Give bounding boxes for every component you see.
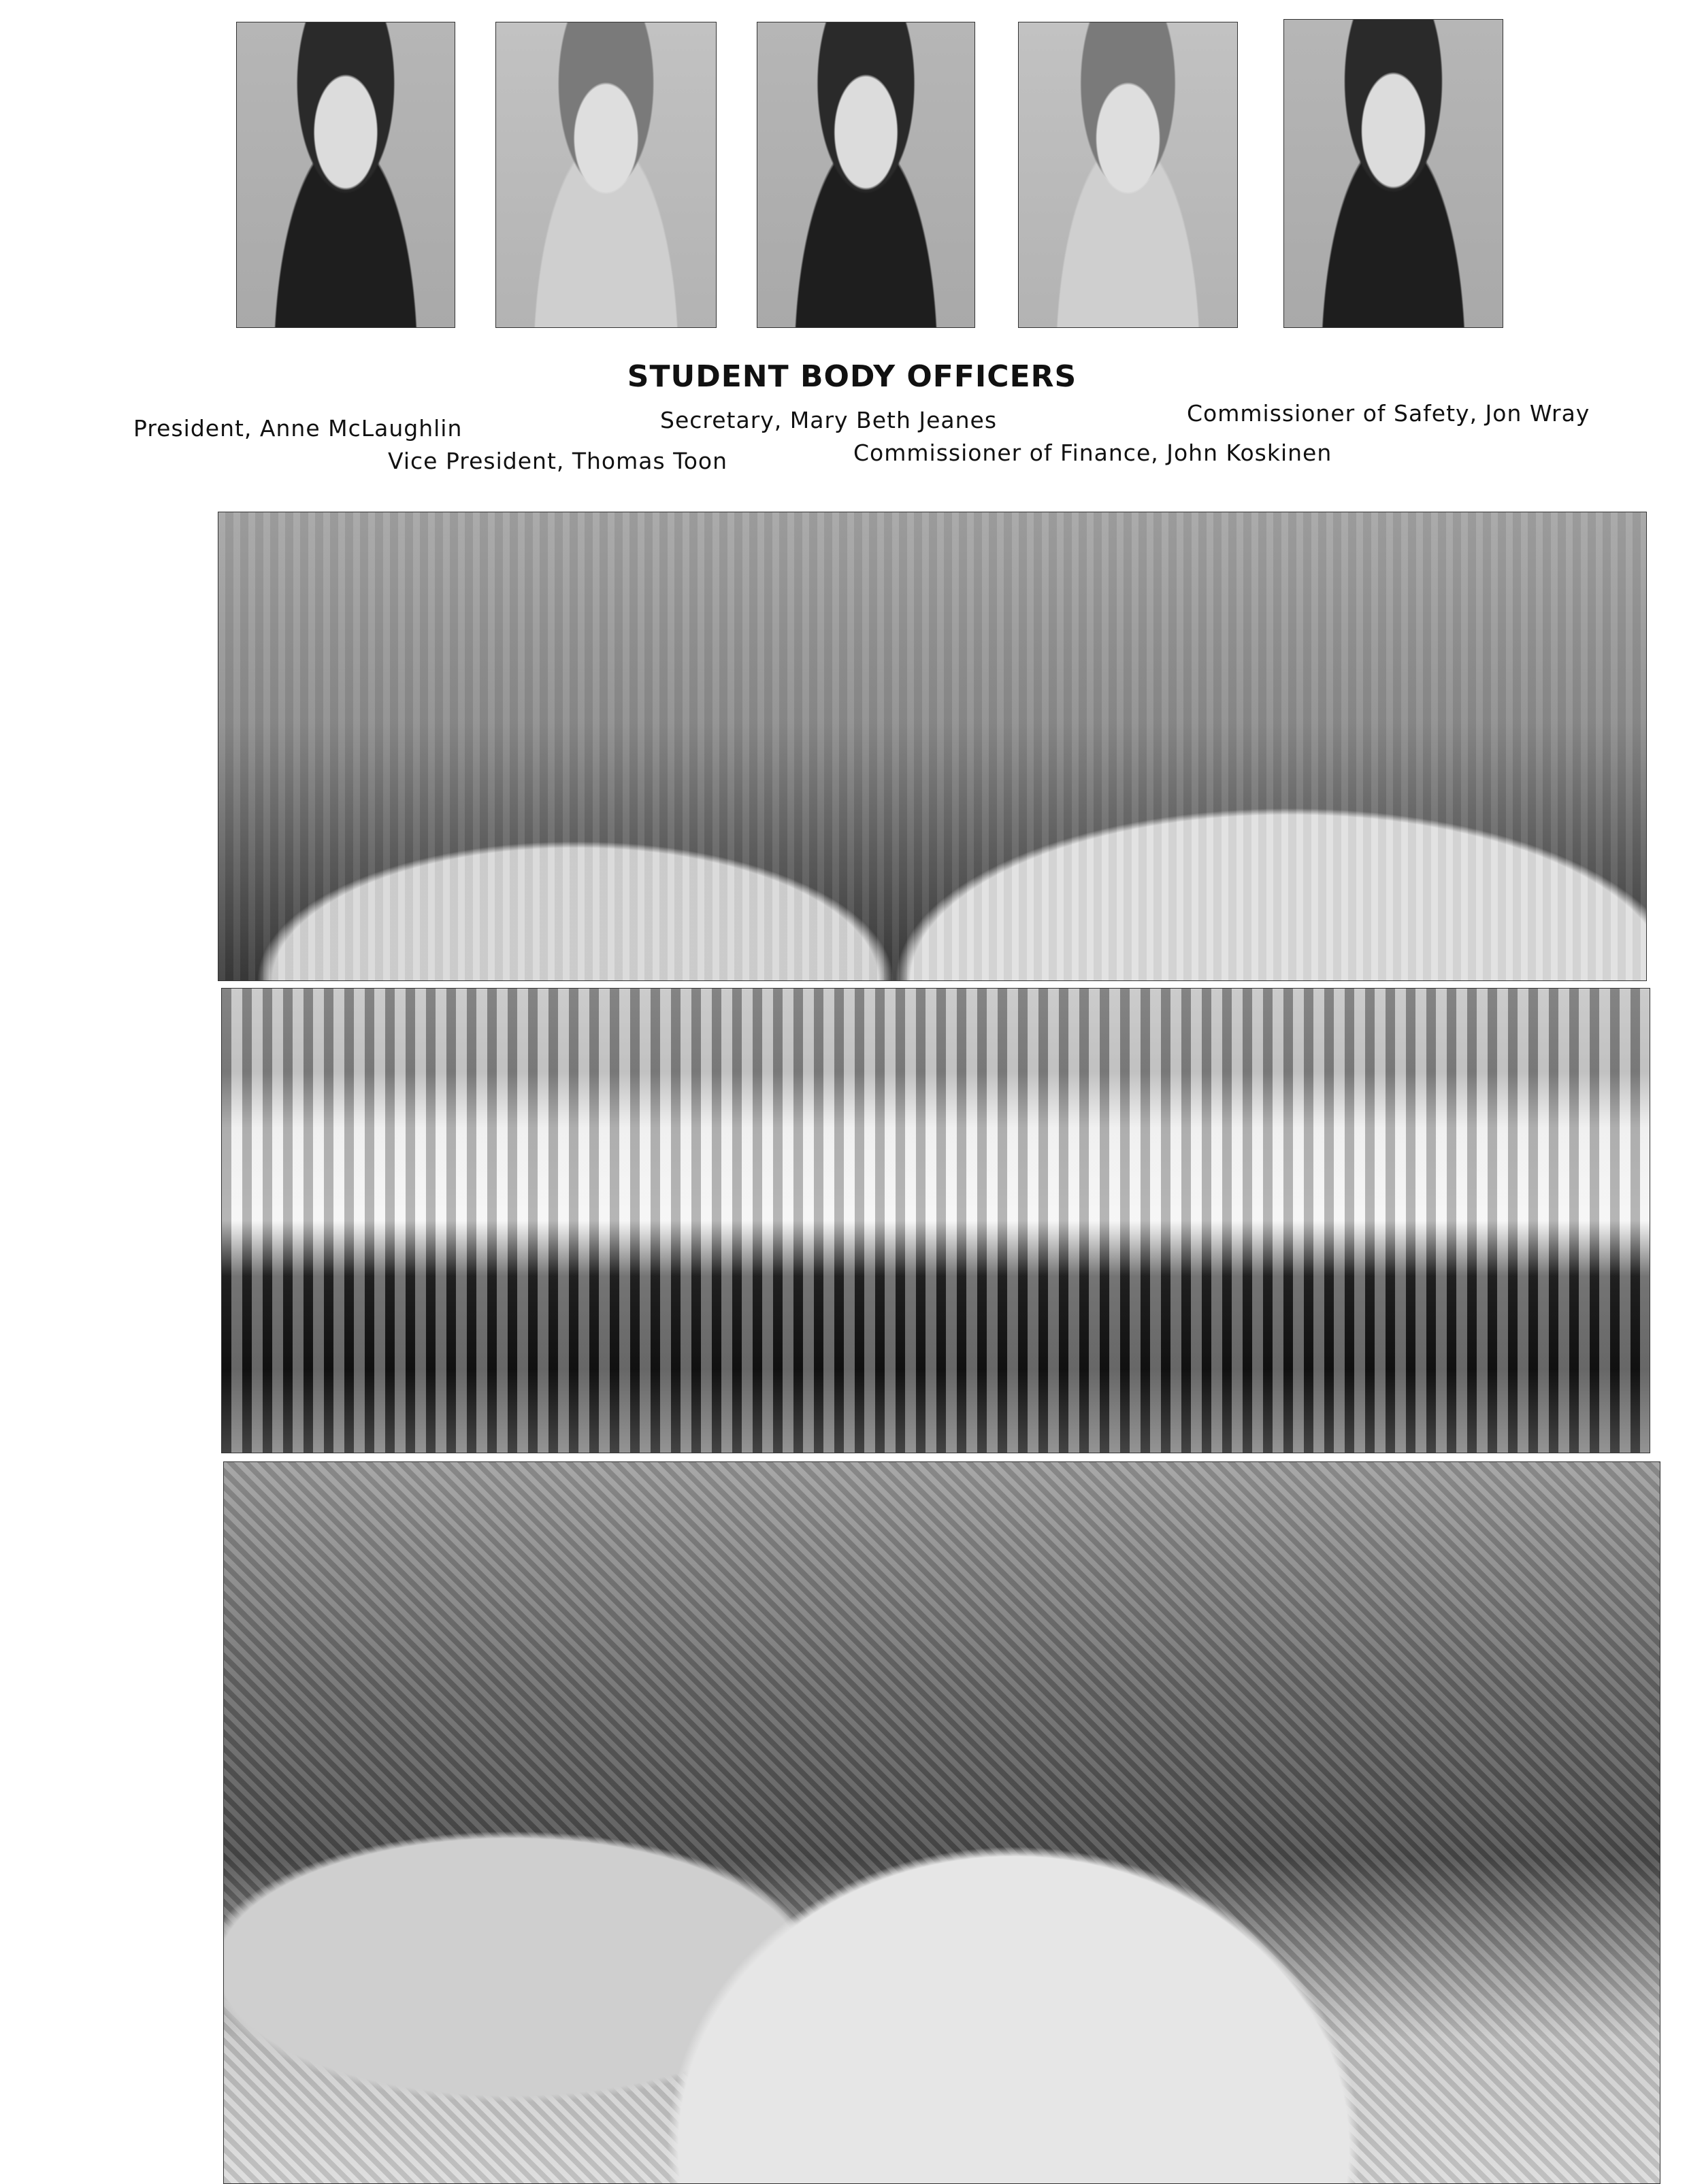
caption-vice-president: Vice President, Thomas Toon bbox=[388, 448, 728, 474]
choir-performance-photo bbox=[221, 988, 1650, 1453]
assembly-stage-photo bbox=[218, 512, 1647, 981]
caption-commissioner-safety: Commissioner of Safety, Jon Wray bbox=[1187, 400, 1590, 427]
caption-commissioner-finance: Commissioner of Finance, John Koskinen bbox=[853, 440, 1332, 466]
portrait-photo-1 bbox=[236, 22, 455, 328]
portrait-photo-3 bbox=[757, 22, 975, 328]
portrait-photo-5 bbox=[1283, 19, 1503, 328]
orchestra-concert-photo bbox=[223, 1461, 1660, 2184]
caption-president: President, Anne McLaughlin bbox=[133, 415, 463, 442]
caption-secretary: Secretary, Mary Beth Jeanes bbox=[660, 407, 998, 433]
portrait-photo-4 bbox=[1018, 22, 1238, 328]
section-heading: STUDENT BODY OFFICERS bbox=[627, 359, 1077, 394]
portrait-photo-2 bbox=[495, 22, 717, 328]
